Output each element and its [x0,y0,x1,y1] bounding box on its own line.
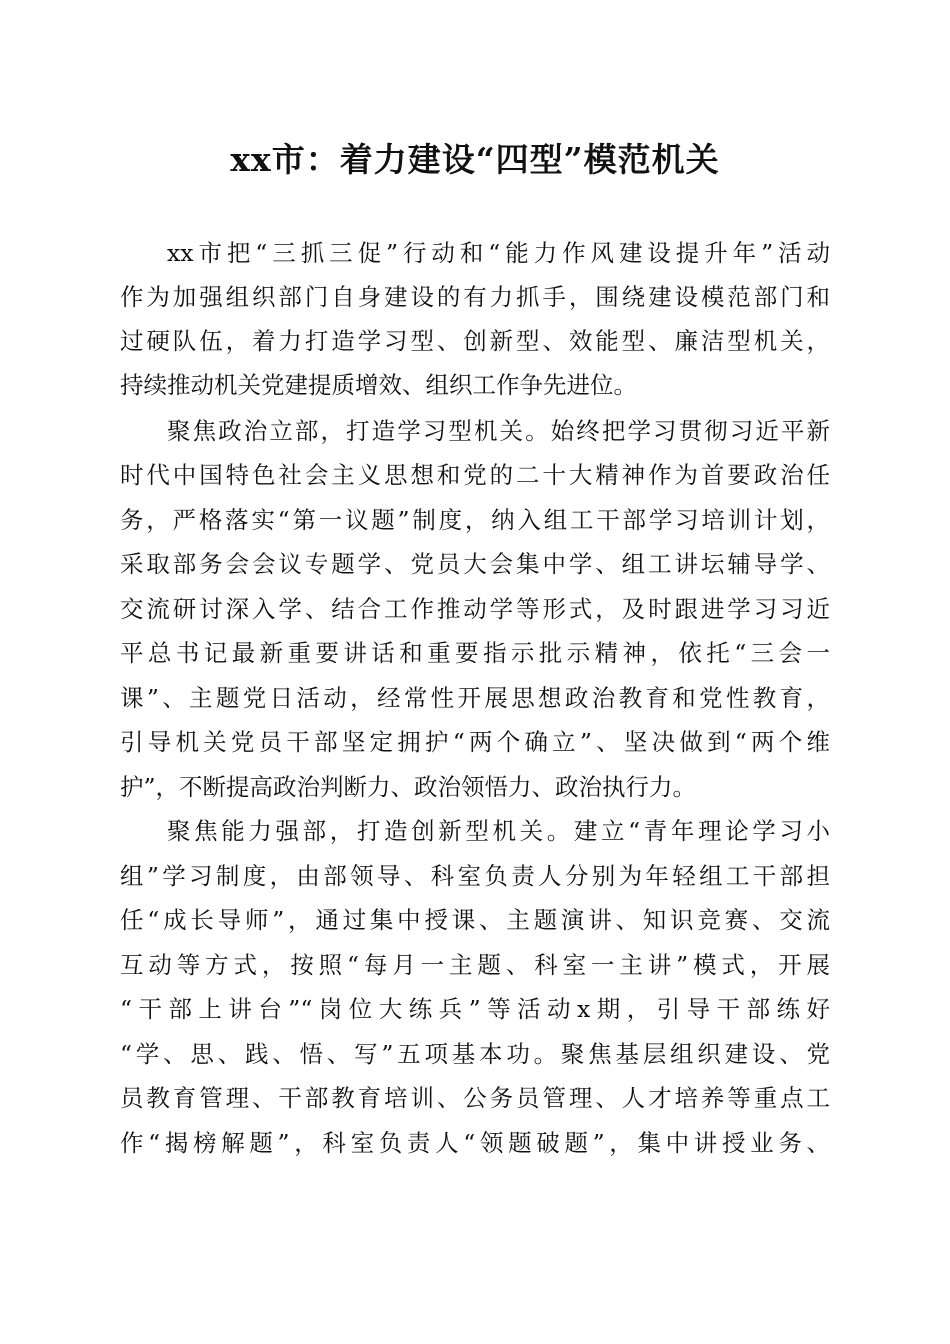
paragraph-2-line-9: 护”，不断提高政治判断力、政治领悟力、政治执行力。 [120,773,697,801]
paragraph-3-line-5: “干部上讲台”“岗位大练兵”等活动x期，引导干部练好 [120,995,830,1023]
document-title: xx市：着力建设“四型”模范机关 [230,140,720,179]
paragraph-3-line-4: 互动等方式，按照“每月一主题、科室一主讲”模式，开展 [120,951,830,979]
paragraph-1-line-2: 作为加强组织部门自身建设的有力抓手，围绕建设模范部门和 [120,283,830,311]
paragraph-2-line-3: 务，严格落实“第一议题”制度，纳入组工干部学习培训计划， [120,506,830,534]
paragraph-1-line-3: 过硬队伍，着力打造学习型、创新型、效能型、廉洁型机关， [120,327,830,355]
paragraph-3-line-6: “学、思、践、悟、写”五项基本功。聚焦基层组织建设、党 [120,1040,830,1068]
paragraph-2-line-2: 时代中国特色社会主义思想和党的二十大精神作为首要政治任 [120,461,830,489]
paragraph-2-line-5: 交流研讨深入学、结合工作推动学等形式，及时跟进学习习近 [120,595,830,623]
paragraph-3-line-1: 聚焦能力强部，打造创新型机关。建立“青年理论学习小 [167,817,830,845]
paragraph-2-line-1: 聚焦政治立部，打造学习型机关。始终把学习贯彻习近平新 [167,417,830,445]
paragraph-2-line-7: 课”、主题党日活动，经常性开展思想政治教育和党性教育， [120,684,830,712]
paragraph-2-line-8: 引导机关党员干部坚定拥护“两个确立”、坚决做到“两个维 [120,728,830,756]
paragraph-2-line-6: 平总书记最新重要讲话和重要指示批示精神，依托“三会一 [120,639,830,667]
paragraph-3-line-2: 组”学习制度，由部领导、科室负责人分别为年轻组工干部担 [120,862,830,890]
paragraph-2-line-4: 采取部务会会议专题学、党员大会集中学、组工讲坛辅导学、 [120,550,830,578]
paragraph-3-line-8: 作“揭榜解题”，科室负责人“领题破题”，集中讲授业务、 [120,1129,830,1157]
paragraph-3-line-3: 任“成长导师”，通过集中授课、主题演讲、知识竞赛、交流 [120,906,830,934]
paragraph-1-line-4: 持续推动机关党建提质增效、组织工作争先进位。 [120,371,637,399]
paragraph-1-line-1: xx市把“三抓三促”行动和“能力作风建设提升年”活动 [167,239,830,267]
paragraph-3-line-7: 员教育管理、干部教育培训、公务员管理、人才培养等重点工 [120,1084,830,1112]
